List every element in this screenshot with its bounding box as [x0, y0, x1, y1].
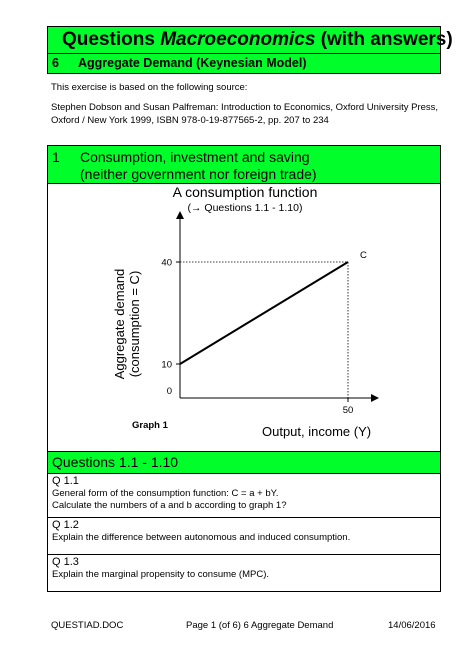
question-text: Explain the marginal propensity to consume (MPC). — [52, 569, 270, 580]
consumption-chart — [48, 184, 442, 452]
graph-panel — [47, 184, 441, 452]
graph-title: A consumption function — [172, 184, 318, 200]
question-1-1 — [47, 474, 441, 518]
document-title — [47, 26, 453, 54]
question-1-2 — [47, 518, 441, 555]
y-axis-label-line-1: Aggregate demand — [112, 268, 127, 380]
graph-caption: Graph 1 — [132, 420, 168, 431]
question-number: Q 1.2 — [52, 519, 79, 531]
section-heading — [47, 145, 441, 184]
x-axis-label: Output, income (Y) — [262, 424, 372, 439]
footer-date: 14/06/2016 — [388, 620, 436, 631]
chapter-number: 6 — [52, 56, 59, 70]
section-number: 1 — [52, 149, 60, 165]
question-text: General form of the consumption function: C = a + bY. — [52, 488, 279, 499]
reference-line-1: Stephen Dobson and Susan Palfreman: Introduction to Economics, Oxford University Press, — [51, 102, 439, 113]
reference-line-2: Oxford / New York 1999, ISBN 978-0-19-877565-2, pp. 207 to 234 — [51, 115, 329, 126]
intro-text: This exercise is based on the following source: — [51, 82, 248, 93]
questions-heading: Questions 1.1 - 1.10 — [47, 452, 441, 474]
title-italic: Macroeconomics — [160, 29, 316, 50]
y-tick-label: 10 — [161, 359, 172, 371]
source-reference — [51, 101, 441, 127]
title-suffix: (with answers) — [315, 29, 453, 50]
question-1-3 — [47, 555, 441, 592]
footer-filename: QUESTIAD.DOC — [51, 620, 124, 631]
graph-subtitle: (→ Questions 1.1 - 1.10) — [187, 202, 303, 214]
section-title-line-2: (neither government nor foreign trade) — [80, 166, 317, 182]
consumption-line — [180, 262, 348, 364]
chapter-title: Aggregate Demand (Keynesian Model) — [78, 56, 307, 70]
question-text: Calculate the numbers of a and b according to graph 1? — [52, 500, 287, 511]
series-label: C — [360, 250, 367, 261]
question-number: Q 1.3 — [52, 556, 79, 568]
question-number: Q 1.1 — [52, 475, 79, 487]
chapter-heading — [47, 54, 441, 74]
footer-page: Page 1 (of 6) 6 Aggregate Demand — [186, 620, 334, 631]
x-tick-label: 50 — [342, 405, 354, 416]
question-text: Explain the difference between autonomous and induced consumption. — [52, 532, 351, 543]
section-title-line-1: Consumption, investment and saving — [80, 149, 310, 165]
y-tick-label: 40 — [161, 257, 172, 269]
y-axis-label-line-2: (consumption = C) — [127, 270, 142, 378]
origin-label: 0 — [166, 386, 172, 397]
title-prefix: Questions — [62, 29, 161, 50]
